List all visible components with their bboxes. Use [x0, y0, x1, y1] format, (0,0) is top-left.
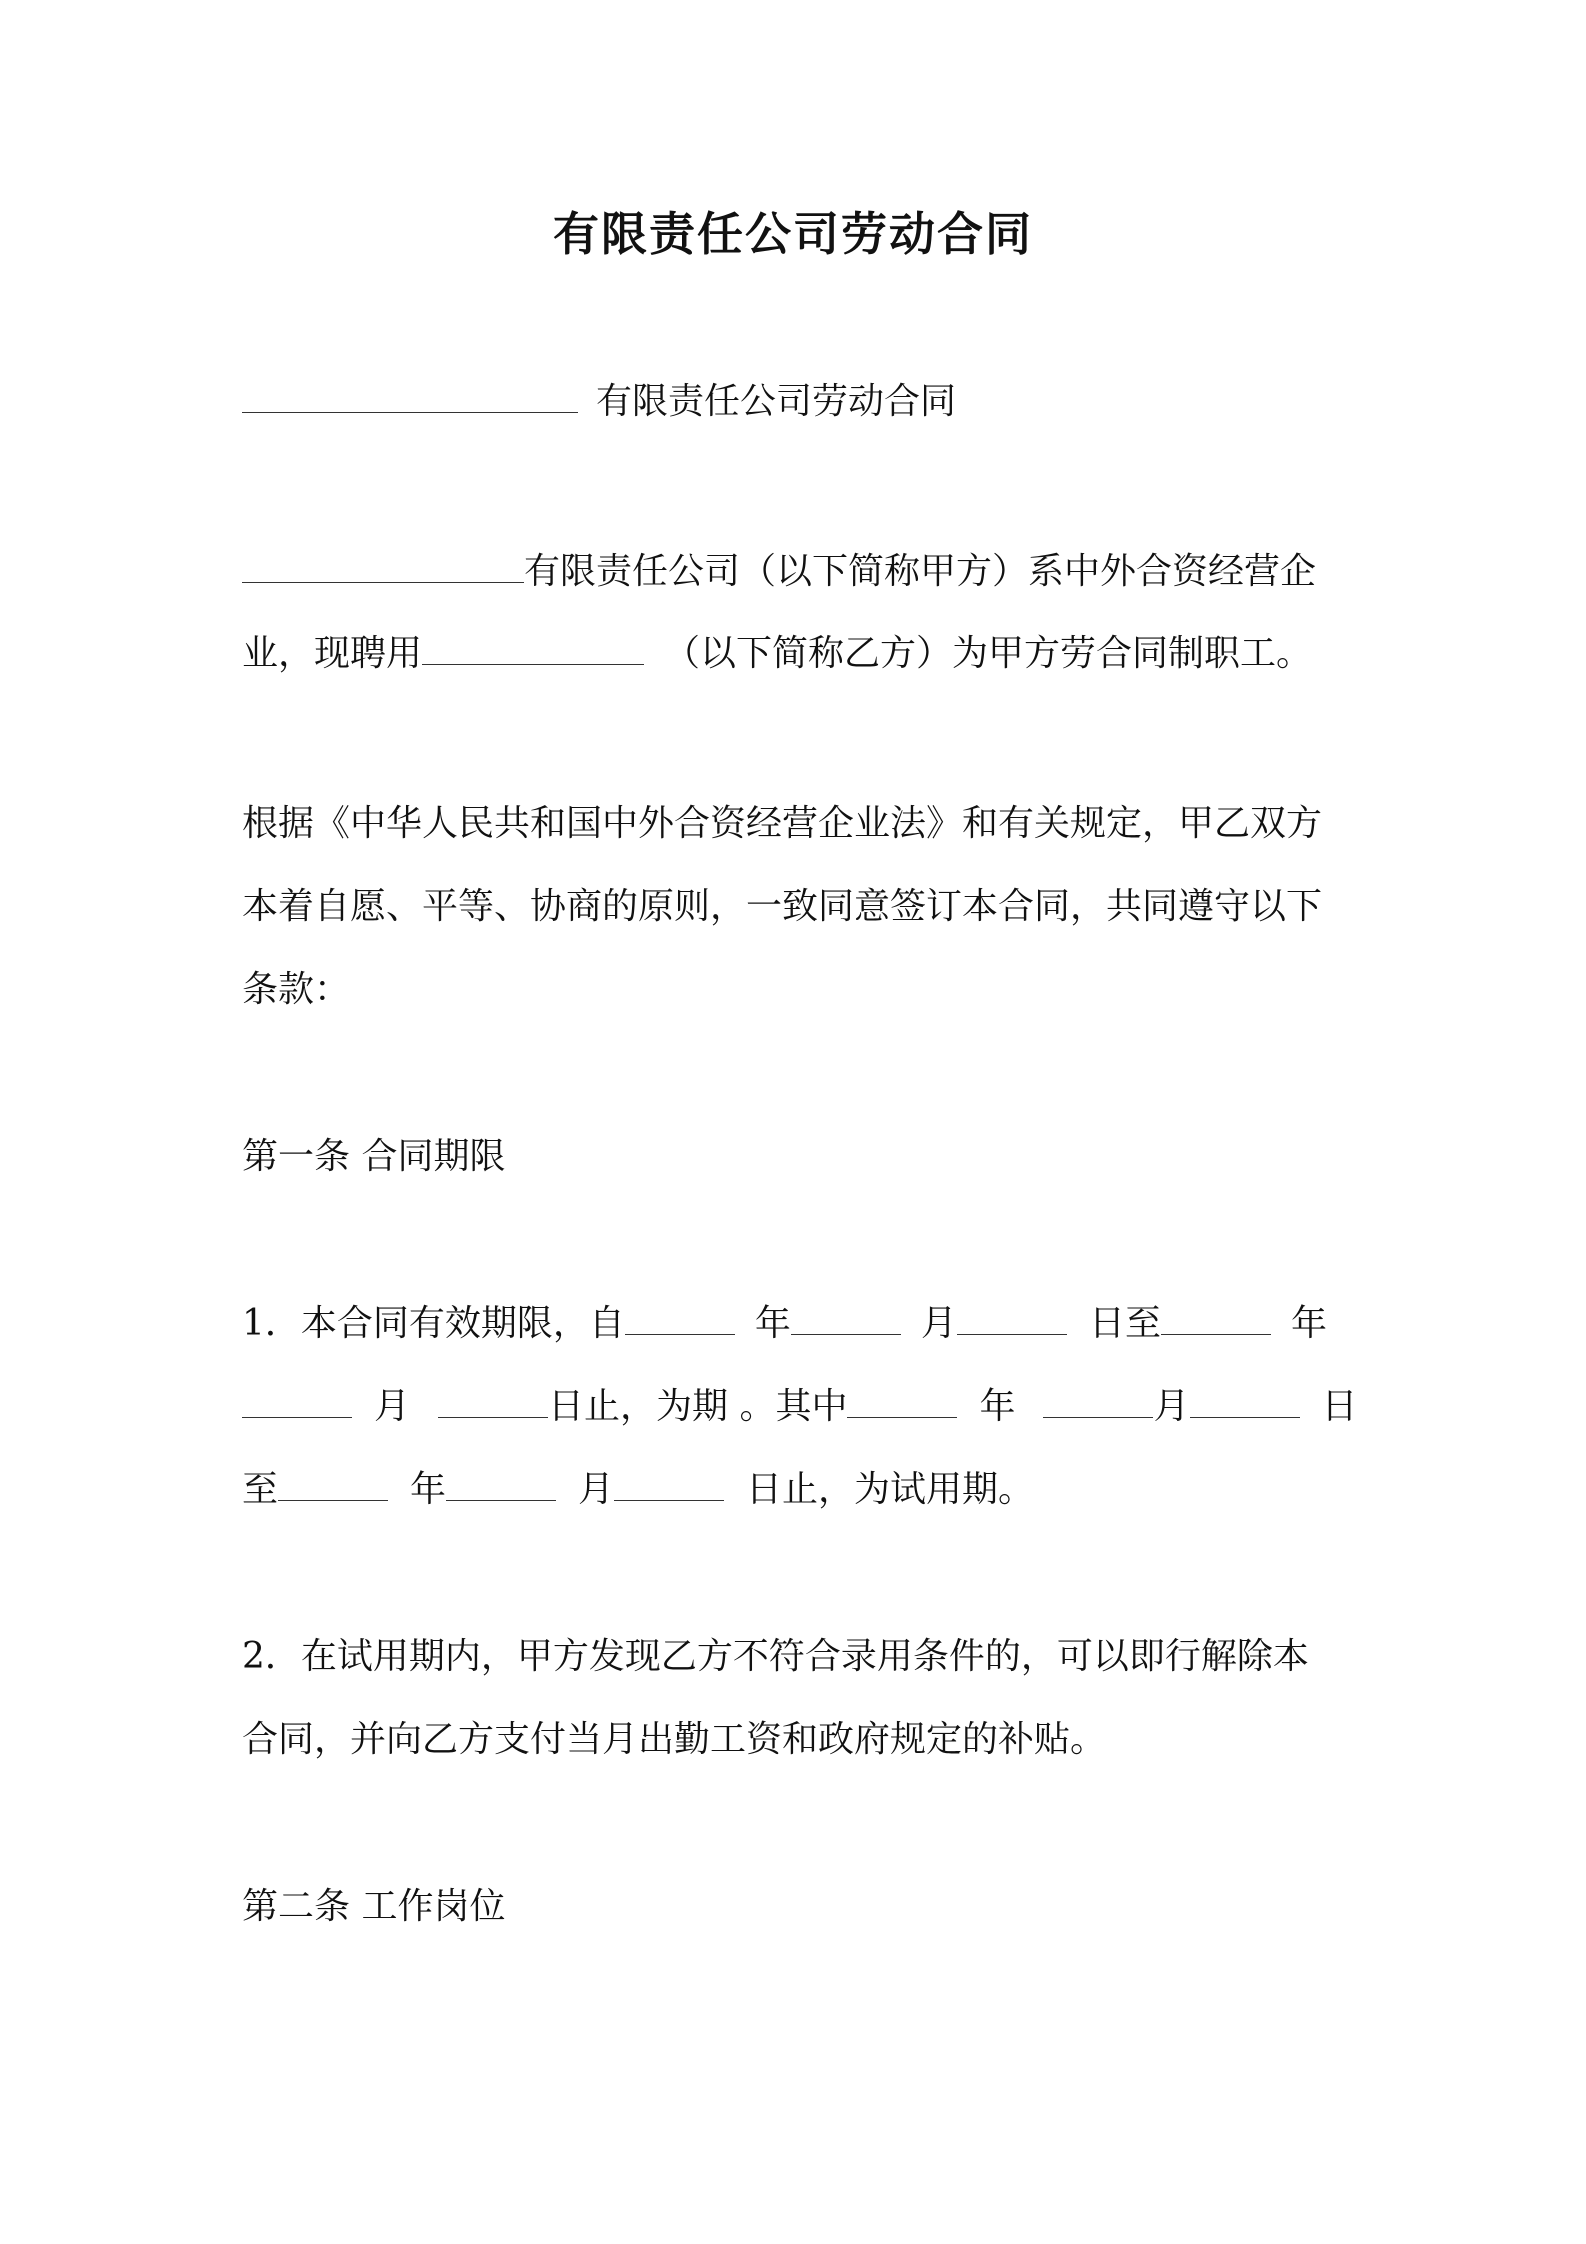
subtitle-line — [242, 378, 1362, 426]
term-text: 月 — [578, 1469, 615, 1510]
term-text: 日止，为试用期。 — [746, 1469, 1035, 1510]
blank — [614, 1470, 724, 1501]
term-text: 日止，为期 。其中 — [548, 1386, 848, 1427]
term-line-1 — [242, 1300, 1362, 1348]
company-name-blank — [242, 382, 578, 413]
intro-line-2 — [242, 630, 1362, 678]
term-text: 月 — [1153, 1386, 1190, 1427]
probation-line-1: 2．在试用期内，甲方发现乙方不符合录用条件的，可以即行解除本 — [242, 1636, 1309, 1677]
blank — [438, 1387, 548, 1418]
blank — [1043, 1387, 1153, 1418]
term-text: 年 — [754, 1303, 791, 1344]
subtitle-text: 有限责任公司劳动合同 — [596, 381, 957, 422]
term-line-2 — [242, 1383, 1362, 1431]
intro-text-1: 有限责任公司（以下简称甲方）系中外合资经营企 — [524, 551, 1317, 592]
basis-line-3: 条款： — [242, 969, 351, 1010]
term-text: 年 — [1290, 1303, 1327, 1344]
blank — [625, 1304, 735, 1335]
term-text: 至 — [242, 1469, 279, 1510]
document-title: 有限责任公司劳动合同 — [553, 207, 1033, 261]
term-text: 月 — [920, 1303, 957, 1344]
blank — [278, 1470, 388, 1501]
blank — [446, 1470, 556, 1501]
article-2-heading: 第二条 工作岗位 — [242, 1886, 506, 1927]
party-a-blank — [242, 552, 524, 583]
intro-text-2a: 业，现聘用 — [242, 633, 423, 674]
blank — [847, 1387, 957, 1418]
basis-line-1: 根据《中华人民共和国中外合资经营企业法》和有关规定，甲乙双方 — [242, 803, 1323, 844]
blank — [1190, 1387, 1300, 1418]
term-text: 1．本合同有效期限，自 — [242, 1303, 625, 1344]
blank — [242, 1387, 352, 1418]
term-text: 年 — [979, 1386, 1016, 1427]
probation-line-2: 合同，并向乙方支付当月出勤工资和政府规定的补贴。 — [242, 1719, 1107, 1760]
term-line-3 — [242, 1466, 1362, 1514]
article-1-heading: 第一条 合同期限 — [242, 1136, 506, 1177]
intro-line-1 — [242, 548, 1362, 596]
term-text: 年 — [410, 1469, 447, 1510]
term-text: 月 — [374, 1386, 411, 1427]
term-text: 日 — [1321, 1386, 1358, 1427]
basis-line-2: 本着自愿、平等、协商的原则，一致同意签订本合同，共同遵守以下 — [242, 886, 1323, 927]
blank — [1161, 1304, 1271, 1335]
intro-text-2b: （以下简称乙方）为甲方劳合同制职工。 — [664, 633, 1313, 674]
term-text: 日至 — [1088, 1303, 1161, 1344]
blank — [791, 1304, 901, 1335]
blank — [957, 1304, 1067, 1335]
party-b-blank — [422, 634, 644, 665]
